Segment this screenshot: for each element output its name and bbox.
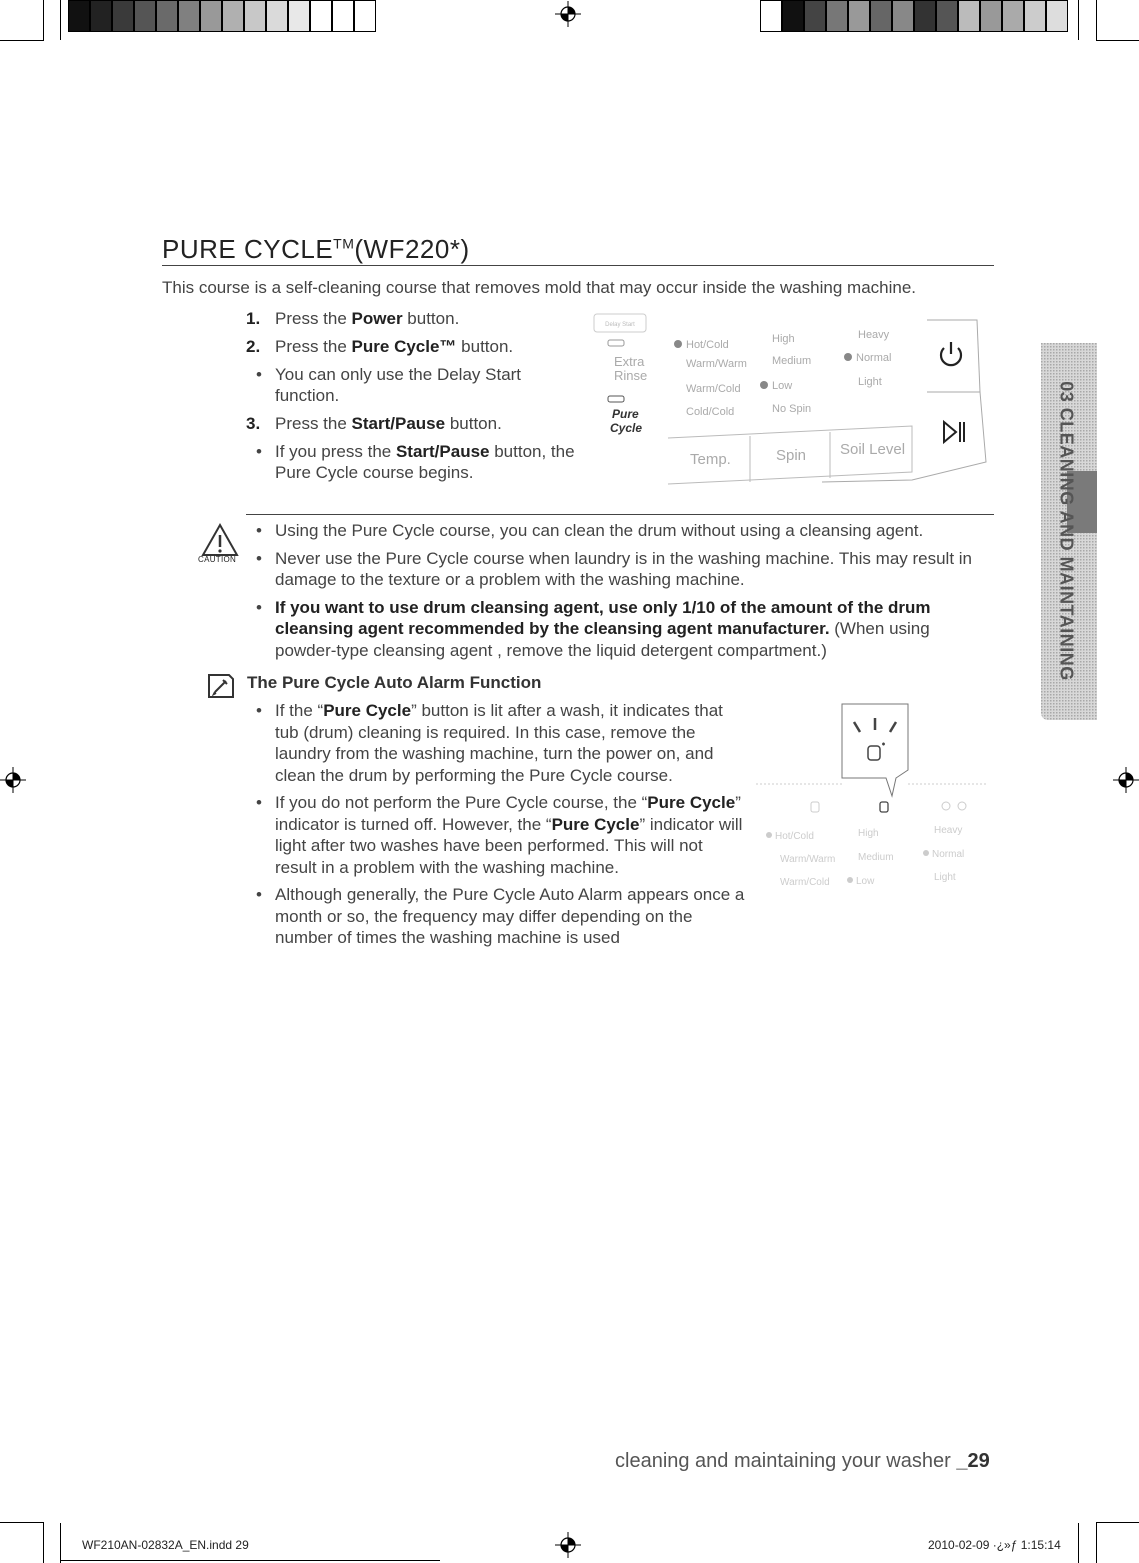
alarm-list <box>246 700 748 955</box>
step-1: 1. Press the Power button. <box>246 309 460 328</box>
crop-mark <box>60 1523 61 1563</box>
svg-text:Rinse: Rinse <box>614 368 648 383</box>
caution-item: • Using the Pure Cycle course, you can clean the drum without using a cleansing agent. <box>246 520 994 542</box>
print-slug-file: WF210AN-02832A_EN.indd 29 <box>82 1538 249 1552</box>
crop-mark <box>43 0 44 40</box>
spin-button-label: Spin <box>776 447 807 464</box>
power-icon <box>941 342 961 365</box>
registration-mark-icon <box>1113 767 1139 793</box>
page-footer: cleaning and maintaining your washer _29 <box>615 1450 990 1472</box>
alarm-item: • Although generally, the Pure Cycle Auto Alarm appears once a month or so, the frequency may differ depending on the number of times the washing machine is used <box>246 884 748 949</box>
alarm-item: • If you do not perform the Pure Cycle course, the “Pure Cycle” indicator is turned off. However, the “Pure Cycle” indicator will light after two washes have been performed. This will not result in a problem with the washing machine. <box>246 792 748 878</box>
svg-text:Medium: Medium <box>772 355 812 367</box>
svg-text:Light: Light <box>858 376 882 388</box>
crop-mark <box>1096 1523 1097 1563</box>
svg-text:Normal: Normal <box>856 352 892 364</box>
temp-button-label: Temp. <box>690 451 731 468</box>
note-icon <box>206 672 236 700</box>
svg-text:Hot/Cold: Hot/Cold <box>686 339 729 351</box>
svg-text:Low: Low <box>772 380 793 392</box>
svg-text:Heavy: Heavy <box>858 329 890 341</box>
svg-text:Hot/Cold: Hot/Cold <box>775 831 814 842</box>
svg-text:Normal: Normal <box>932 849 965 860</box>
svg-text:Low: Low <box>856 876 875 887</box>
svg-text:Warm/Warm: Warm/Warm <box>780 854 836 865</box>
intro-text: This course is a self-cleaning course that removes mold that may occur inside the washing machine. <box>162 278 917 297</box>
color-bar-right <box>760 0 1068 32</box>
step-2: 2. Press the Pure Cycle™ button. <box>246 337 514 356</box>
slug-rule <box>60 1560 440 1561</box>
crop-mark <box>1096 0 1097 40</box>
svg-text:Medium: Medium <box>858 852 894 863</box>
crop-mark <box>1096 1522 1139 1523</box>
step-3-note: • If you press the Start/Pause button, the Pure Cycle course begins. <box>246 441 576 483</box>
caution-item: • If you want to use drum cleansing agent, use only 1/10 of the amount of the drum cleansing agent recommended by the cleansing agent manufacturer. (When using powder-type cleansing agent , remove the liquid detergent compartment.) <box>246 597 994 662</box>
side-chapter-label: 03 CLEANING AND MAINTAINING <box>1056 381 1077 681</box>
registration-mark-icon <box>555 1532 581 1558</box>
alarm-item: • If the “Pure Cycle” button is lit after a wash, it indicates that tub (drum) cleaning is required. In this case, remove the laundry from the washing machine, turn the power on, and clean the drum by performing the Pure Cycle course. <box>246 700 748 786</box>
svg-text:Heavy: Heavy <box>934 825 963 836</box>
steps-list <box>246 308 576 490</box>
caution-label: CAUTION <box>198 555 237 564</box>
crop-mark <box>43 1523 44 1563</box>
crop-mark <box>1096 40 1139 41</box>
title-rule <box>162 265 994 266</box>
crop-mark <box>1078 1523 1079 1563</box>
crop-mark <box>0 1522 44 1523</box>
control-panel-illustration <box>582 312 990 494</box>
caution-icon <box>200 522 240 558</box>
svg-text:Cold/Cold: Cold/Cold <box>686 406 735 418</box>
pure-cycle-label: Pure <box>612 407 639 421</box>
pure-cycle-lit-icon <box>868 743 885 761</box>
svg-text:Warm/Cold: Warm/Cold <box>686 383 741 395</box>
registration-mark-icon <box>0 767 26 793</box>
crop-mark <box>0 40 44 41</box>
svg-text:Warm/Warm: Warm/Warm <box>686 358 747 370</box>
caution-list <box>246 520 994 667</box>
crop-mark <box>1078 0 1079 40</box>
delay-start-label: Delay Start <box>605 322 635 328</box>
svg-text:Cycle: Cycle <box>610 421 643 435</box>
print-slug-date: 2010-02-09 ·¿»ƒ 1:15:14 <box>928 1538 1061 1552</box>
svg-text:Warm/Cold: Warm/Cold <box>780 877 830 888</box>
svg-text:High: High <box>858 828 879 839</box>
soil-level-button-label: Soil Level <box>840 441 906 458</box>
pure-cycle-indicator-icon <box>880 802 888 812</box>
svg-text:Light: Light <box>934 872 956 883</box>
pure-cycle-alarm-illustration <box>756 700 988 900</box>
extra-rinse-label: Extra <box>614 354 645 369</box>
crop-mark <box>60 0 61 40</box>
caution-item: • Never use the Pure Cycle course when laundry is in the washing machine. This may result in damage to the texture or a problem with the washing machine. <box>246 548 994 591</box>
note-title: The Pure Cycle Auto Alarm Function <box>247 673 542 692</box>
page-title: PURE CYCLE™(WF220*) <box>162 234 470 264</box>
section-rule <box>246 514 994 515</box>
svg-text:No Spin: No Spin <box>772 403 812 415</box>
step-3: 3. Press the Start/Pause button. <box>246 414 502 433</box>
svg-text:High: High <box>772 333 795 345</box>
registration-mark-icon <box>555 1 581 27</box>
color-bar-left <box>68 0 376 32</box>
step-2-note: • You can only use the Delay Start function. <box>246 364 576 406</box>
start-pause-icon <box>944 422 964 442</box>
